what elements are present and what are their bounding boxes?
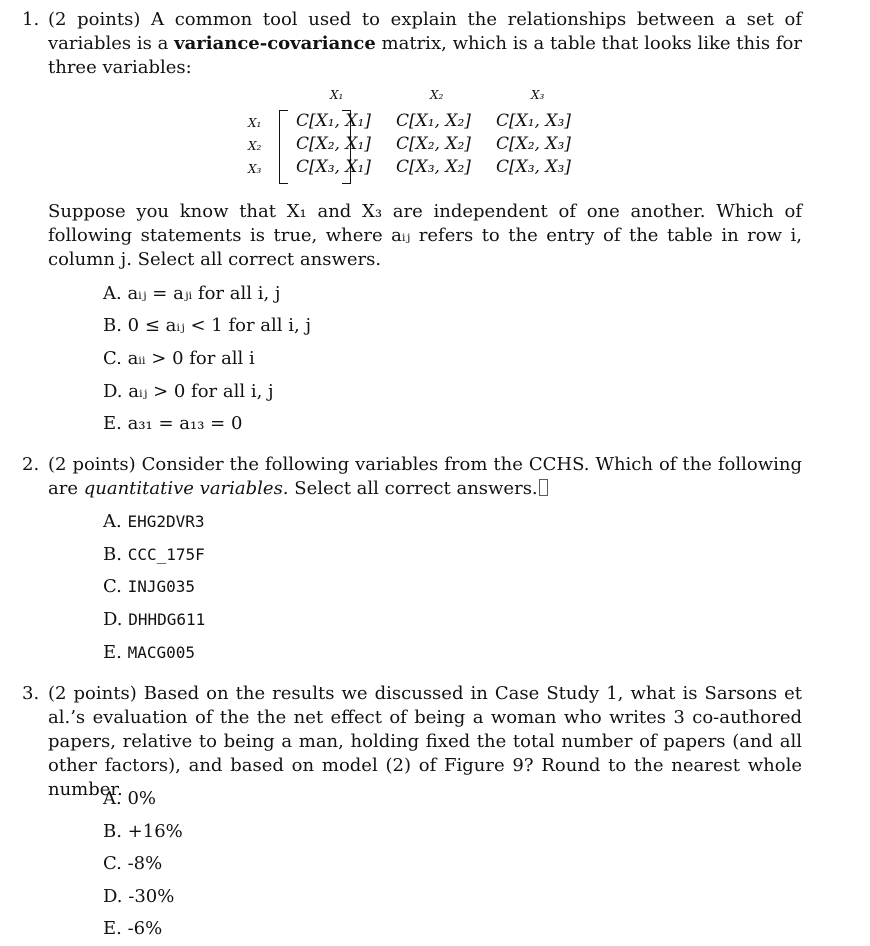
variable-code: MACG005 xyxy=(127,643,196,662)
option-d[interactable]: D. -30% xyxy=(103,886,175,907)
question-3-number: 3. xyxy=(22,683,40,704)
option-b[interactable]: B. +16% xyxy=(103,821,183,842)
option-e[interactable]: E. a₃₁ = a₁₃ = 0 xyxy=(103,413,243,434)
question-1-number: 1. xyxy=(22,9,40,30)
option-d[interactable]: D. aᵢⱼ > 0 for all i, j xyxy=(103,381,274,402)
matrix-cell: C[X₃, X₂] xyxy=(396,157,471,177)
question-2-number: 2. xyxy=(22,454,40,475)
question-2 xyxy=(22,453,802,501)
variable-code: DHHDG611 xyxy=(128,610,206,629)
question-1-instructions: Suppose you know that X₁ and X₃ are independent of one another. Which of following statements is true, where aᵢⱼ refers to the entry of the table in row i, column j. Select all correct answers. xyxy=(48,201,802,270)
matrix-cell: C[X₃, X₁] xyxy=(296,157,371,177)
matrix-cell: C[X₂, X₂] xyxy=(396,134,471,154)
matrix-col-header: X₃ xyxy=(531,88,545,102)
matrix-col-header: X₁ xyxy=(330,88,344,102)
matrix-cell: C[X₃, X₃] xyxy=(496,157,571,177)
question-1-paragraph xyxy=(22,200,802,272)
option-e[interactable]: E. -6% xyxy=(103,918,163,939)
matrix-cell: C[X₁, X₃] xyxy=(496,111,571,131)
question-2-prompt: (2 points) Consider the following variables from the CCHS. Which of the following are quantitative variables. Select all correct answers. xyxy=(48,454,802,499)
option-c[interactable]: C. aᵢᵢ > 0 for all i xyxy=(103,348,255,369)
matrix-row-label: X₂ xyxy=(248,139,262,153)
variable-code: EHG2DVR3 xyxy=(127,512,205,531)
question-3 xyxy=(22,682,802,802)
cursor-marker-icon xyxy=(539,479,548,496)
matrix-cell: C[X₂, X₃] xyxy=(496,134,571,154)
covariance-matrix xyxy=(248,88,608,188)
matrix-row-label: X₁ xyxy=(248,116,262,130)
option-a[interactable]: A. aᵢⱼ = aⱼᵢ for all i, j xyxy=(103,283,281,304)
option-c[interactable]: C. -8% xyxy=(103,853,163,874)
matrix-cell: C[X₂, X₁] xyxy=(296,134,371,154)
option-d[interactable]: D. DHHDG611 xyxy=(103,609,206,630)
question-1 xyxy=(22,8,802,80)
option-a[interactable]: A. EHG2DVR3 xyxy=(103,511,205,532)
option-b[interactable]: B. CCC_175F xyxy=(103,544,205,565)
matrix-col-header: X₂ xyxy=(430,88,444,102)
option-a[interactable]: A. 0% xyxy=(103,788,156,809)
option-c[interactable]: C. INJG035 xyxy=(103,576,196,597)
variable-code: INJG035 xyxy=(127,577,196,596)
question-3-prompt: (2 points) Based on the results we discussed in Case Study 1, what is Sarsons et al.’s evaluation of the the net effect of being a woman who writes 3 co-authored papers, relative to being a man, holding fixed the total number of papers (and all other factors), and based on model (2) of Figure 9? Round to the nearest whole number. xyxy=(48,683,802,800)
matrix-cell: C[X₁, X₁] xyxy=(296,111,371,131)
matrix-cell: C[X₁, X₂] xyxy=(396,111,471,131)
matrix-row-label: X₃ xyxy=(248,162,262,176)
variable-code: CCC_175F xyxy=(127,545,205,564)
left-bracket xyxy=(279,110,288,184)
option-e[interactable]: E. MACG005 xyxy=(103,642,196,663)
question-1-prompt: (2 points) A common tool used to explain the relationships between a set of variables is a variance-covariance matrix, which is a table that looks like this for three variables: xyxy=(48,9,802,78)
option-b[interactable]: B. 0 ≤ aᵢⱼ < 1 for all i, j xyxy=(103,315,312,336)
